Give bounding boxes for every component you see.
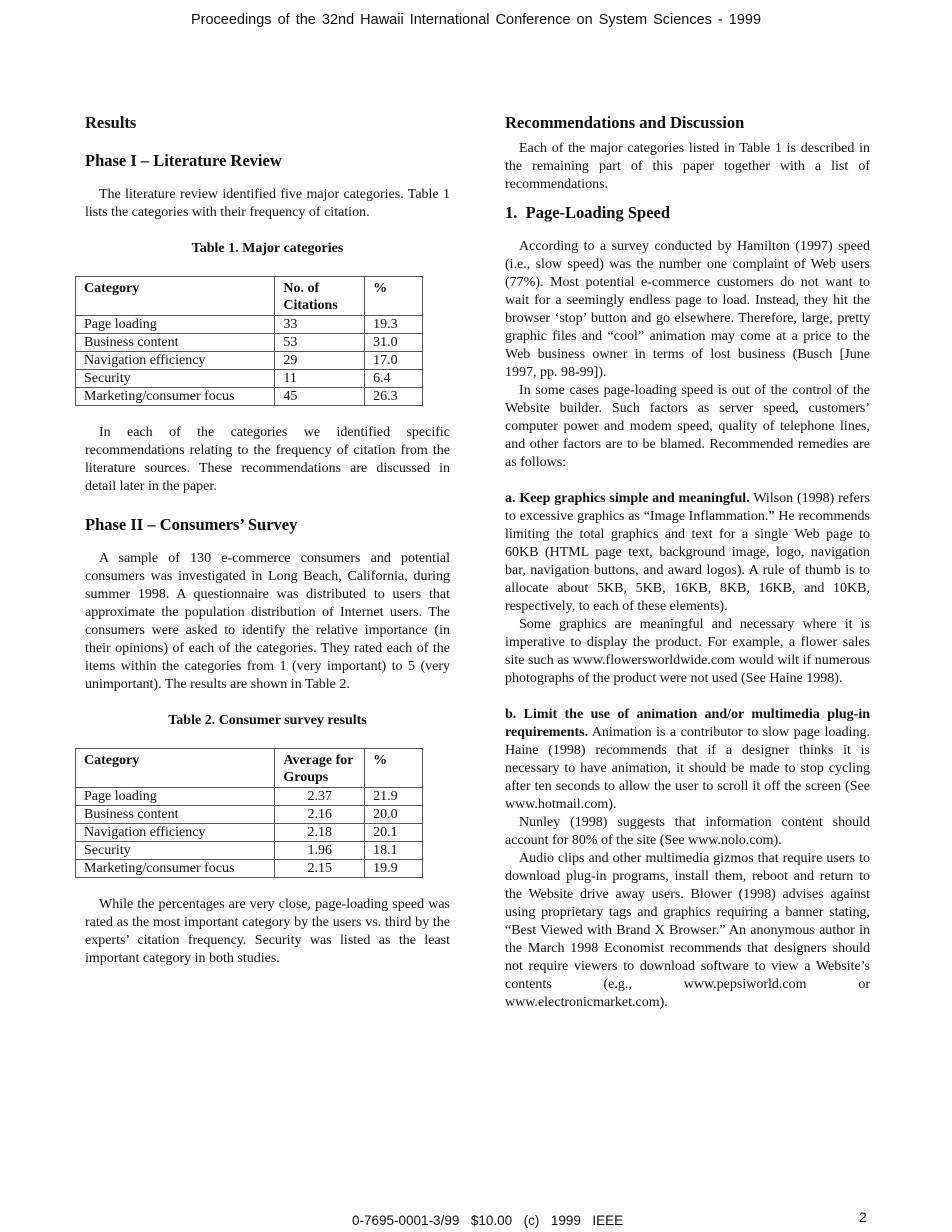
table-row: [76, 788, 423, 806]
item-b-paragraph-3: Audio clips and other multimedia gizmos that require users to download plug-in programs, install them, reboot and return to the Website drive away users. Blower (1998) advises against using proprietary tags and graphics requiring a banner stating, “Best Viewed with Brand X Browser.” An anonymous author in the March 1998 Economist recommends that designers should not require viewers to download software to view a Website’s contents (e.g., www.pepsiworld.com or www.electronicmarket.com).: [505, 851, 870, 1010]
phase2-heading: Phase II – Consumers’ Survey: [85, 515, 298, 534]
table-row: [76, 388, 423, 406]
table-cell: 26.3: [365, 388, 423, 406]
table-cell: Marketing/consumer focus: [76, 388, 275, 406]
table-cell: 2.18: [275, 824, 365, 842]
table-cell: 45: [275, 388, 365, 406]
phase1-heading: Phase I – Literature Review: [85, 151, 282, 170]
left-column: [85, 112, 450, 968]
item-b-title: b. Limit the use of animation and/or multimedia plug-in requirements.: [505, 707, 870, 740]
table1-header-cell: Category: [76, 277, 275, 316]
table-row: [76, 334, 423, 352]
table-cell: Security: [76, 370, 275, 388]
results-heading: Results: [85, 113, 137, 132]
table-row: [76, 316, 423, 334]
item-b-text: Animation is a contributor to slow page loading. Haine (1998) recommends that if a designer thinks it is necessary to have animation, it should be made to stop cycling after ten seconds to allow the user to scroll it off the screen (See www.hotmail.com).: [505, 725, 870, 812]
closing-paragraph: While the percentages are very close, page-loading speed was rated as the most important category by the users vs. third by the experts’ citation frequency. Security was listed as the least important category in both studies.: [85, 897, 450, 966]
recommendations-heading: Recommendations and Discussion: [505, 113, 745, 132]
table-cell: Business content: [76, 806, 275, 824]
section1-paragraph-2: In some cases page-loading speed is out of the control of the Website builder. Such factors as server speed, customers’ computer power and modem speed, quality of telephone lines, and other factors are to be blamed. Recommended remedies are as follows:: [505, 383, 870, 470]
table-cell: 11: [275, 370, 365, 388]
section1-paragraph-1: According to a survey conducted by Hamilton (1997) speed (i.e., slow speed) was the number one complaint of Web users (77%). Most potential e-commerce customers do not want to wait for a seemingly endless page to load. Instead, they hit the browser ‘stop’ button and go elsewhere. Therefore, large, pretty graphic files and “cool” animation may come at a price to the Web business owner in terms of lost business (Busch [June 1997, pp. 98-99]).: [505, 239, 870, 380]
item-a-paragraph-2: Some graphics are meaningful and necessary where it is imperative to display the product. For example, a flower sales site such as www.flowersworldwide.com would wilt if numerous photographs of the product were not used (See Haine 1998).: [505, 617, 870, 686]
phase2-paragraph: A sample of 130 e-commerce consumers and potential consumers was investigated in Long Beach, California, during summer 1998. A questionnaire was distributed to users that approximate the population distribution of Internet users. The consumers were asked to identify the relative importance (in their opinions) of each of the categories. They rated each of the items within the categories from 1 (very important) to 5 (very unimportant). The results are shown in Table 2.: [85, 551, 450, 692]
table-cell: 20.0: [365, 806, 423, 824]
copyright-footer: 0-7695-0001-3/99 $10.00 (c) 1999 IEEE: [352, 1213, 624, 1228]
table-cell: 2.37: [275, 788, 365, 806]
table2-header-cell: %: [365, 749, 423, 788]
recommendations-paragraph: Each of the major categories listed in Table 1 is described in the remaining part of this paper together with a list of recommendations.: [505, 141, 870, 192]
item-a-text: Wilson (1998) refers to excessive graphics as “Image Inflammation.” He recommends limiting the total graphics and text for a single Web page to 60KB (HTML page text, background image, logo, navigation bar, navigation buttons, and award logos). A rule of thumb is to allocate about 5KB, 5KB, 16KB, 8KB, 16KB, and 10KB, respectively, to each of these elements).: [505, 491, 870, 614]
table-cell: Marketing/consumer focus: [76, 860, 275, 878]
table-row: [76, 352, 423, 370]
table-row: [76, 370, 423, 388]
table-cell: Page loading: [76, 788, 275, 806]
table-cell: 29: [275, 352, 365, 370]
table2-caption: Table 2. Consumer survey results: [168, 713, 367, 728]
phase1-paragraph: The literature review identified five major categories. Table 1 lists the categories with their frequency of citation.: [85, 187, 450, 220]
right-column: [505, 112, 870, 1012]
page-number: 2: [859, 1209, 867, 1225]
table-cell: Page loading: [76, 316, 275, 334]
table-row: [76, 806, 423, 824]
table-cell: Navigation efficiency: [76, 352, 275, 370]
table-cell: 18.1: [365, 842, 423, 860]
table1-header-row: [76, 277, 423, 316]
table2-header-cell: Category: [76, 749, 275, 788]
after-table1-paragraph: In each of the categories we identified specific recommendations relating to the frequency of citation from the literature sources. These recommendations are discussed in detail later in the paper.: [85, 425, 450, 494]
table-row: [76, 824, 423, 842]
table-cell: 19.9: [365, 860, 423, 878]
table1-header-cell: %: [365, 277, 423, 316]
item-a-title: a. Keep graphics simple and meaningful.: [505, 491, 750, 506]
table1-header-cell: No. of Citations: [275, 277, 365, 316]
table-cell: 2.16: [275, 806, 365, 824]
table1-caption: Table 1. Major categories: [191, 241, 344, 256]
section1-heading: 1. Page-Loading Speed: [505, 203, 671, 222]
table2-header-row: [76, 749, 423, 788]
table-cell: Security: [76, 842, 275, 860]
table-cell: Business content: [76, 334, 275, 352]
item-a-paragraph: [505, 490, 870, 616]
table-cell: 17.0: [365, 352, 423, 370]
table-cell: 6.4: [365, 370, 423, 388]
table-cell: 19.3: [365, 316, 423, 334]
table-cell: 2.15: [275, 860, 365, 878]
table-row: [76, 860, 423, 878]
table-cell: Navigation efficiency: [76, 824, 275, 842]
item-b-paragraph-2: Nunley (1998) suggests that information content should account for 80% of the site (See www.nolo.com).: [505, 815, 870, 848]
table-cell: 20.1: [365, 824, 423, 842]
table-cell: 53: [275, 334, 365, 352]
item-b-paragraph: [505, 706, 870, 814]
table-cell: 33: [275, 316, 365, 334]
table2-header-cell: Average for Groups: [275, 749, 365, 788]
table-cell: 31.0: [365, 334, 423, 352]
table-cell: 1.96: [275, 842, 365, 860]
running-header: Proceedings of the 32nd Hawaii International Conference on System Sciences - 1999: [190, 12, 762, 28]
table-row: [76, 842, 423, 860]
table-cell: 21.9: [365, 788, 423, 806]
table2: [75, 748, 423, 878]
table1: [75, 276, 423, 406]
